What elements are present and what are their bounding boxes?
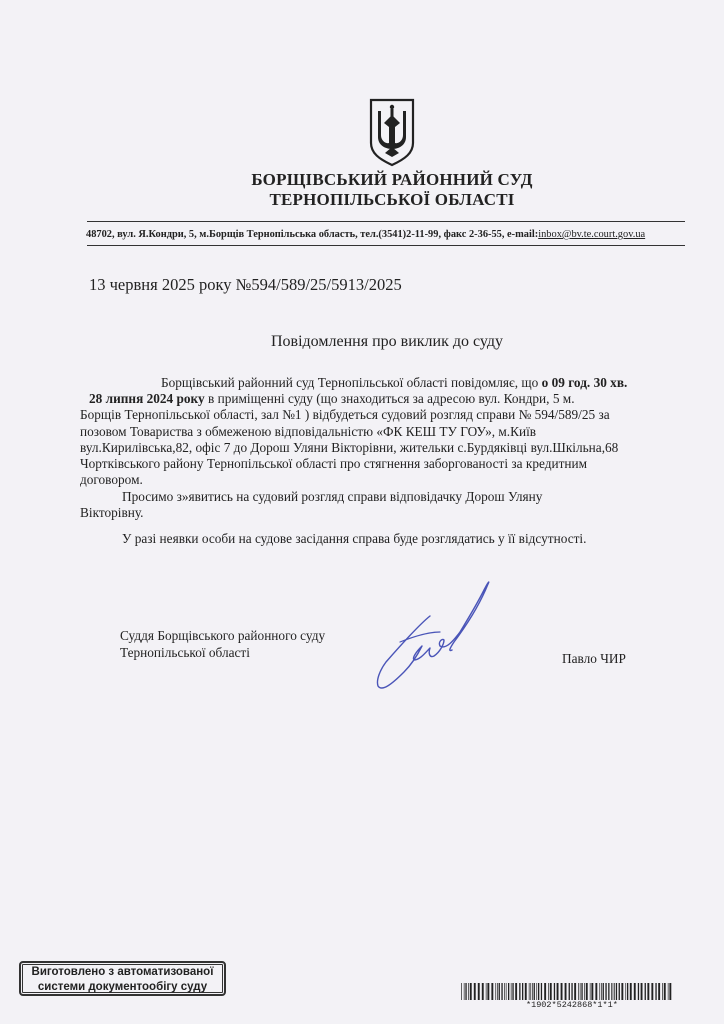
barcode-bar <box>595 983 597 1000</box>
barcode-bar <box>486 983 487 1000</box>
barcode-bar <box>578 983 579 1000</box>
body-line: договором. <box>80 472 143 487</box>
barcode-bar <box>548 983 549 1000</box>
body-line: Вікторівну. <box>80 505 144 520</box>
body-line: Борщів Тернопільської області, зал №1 ) відбудеться судовий розгляд справи № 594/589/25 за <box>80 407 610 422</box>
barcode-bar <box>522 983 523 1000</box>
barcode-bar <box>487 983 489 1000</box>
document-title: Повідомлення про виклик до суду <box>270 333 504 350</box>
barcode-bar <box>541 983 542 1000</box>
barcode-bar <box>512 983 513 1000</box>
barcode-bar <box>561 983 563 1000</box>
header-divider-bottom <box>87 245 685 246</box>
barcode-bar <box>550 983 552 1000</box>
barcode-bar <box>499 983 500 1000</box>
barcode-bar <box>590 983 591 1000</box>
barcode-bar <box>608 983 609 1000</box>
barcode-bar <box>468 983 469 1000</box>
barcode-bar <box>565 983 567 1000</box>
hearing-date: 28 липня 2024 року <box>89 391 205 406</box>
body-text: в приміщенні суду (що знаходиться за адресою вул. Кондри, 5 м. <box>204 391 575 406</box>
barcode-bar <box>504 983 505 1000</box>
barcode-bar <box>584 983 585 1000</box>
body-line: позовом Товариства з обмеженою відповідальністю «ФК КЕШ ТУ ГОУ», м.Київ <box>80 424 537 439</box>
header-divider <box>87 221 685 222</box>
barcode-bar <box>668 983 669 1000</box>
barcode-bar <box>497 983 498 1000</box>
court-address-text: 48702, вул. Я.Кондри, 5, м.Борщів Тернопільська область, тел.(3541)2-11-99, факс 2-36-55, e-mail: <box>86 229 539 240</box>
body-line: Просимо з»явитись на судовий розгляд справи відповідачку Дорош Уляну <box>122 489 543 504</box>
document-system-stamp <box>19 961 226 996</box>
barcode-bar <box>506 983 507 1000</box>
judge-name: Павло ЧИР <box>562 651 626 666</box>
barcode-bar <box>529 983 530 1000</box>
barcode-bar <box>614 983 615 1000</box>
barcode-bar <box>611 983 612 1000</box>
barcode-bar <box>619 983 620 1000</box>
barcode-bar <box>630 983 632 1000</box>
court-name-line-1: БОРЩІВСЬКИЙ РАЙОННИЙ СУД <box>251 170 533 189</box>
barcode <box>461 983 674 1000</box>
barcode-bar <box>554 983 555 1000</box>
hearing-time: о 09 год. 30 хв. <box>541 375 628 390</box>
ukraine-coat-of-arms-icon <box>367 97 417 167</box>
barcode-bar <box>470 983 472 1000</box>
judge-position-line-1: Суддя Борщівського районного суду <box>120 628 326 643</box>
barcode-bar <box>574 983 576 1000</box>
barcode-bar <box>536 983 537 1000</box>
barcode-bar <box>586 983 588 1000</box>
barcode-bar <box>627 983 628 1000</box>
court-email: inbox@bv.te.court.gov.ua <box>538 229 646 240</box>
judge-position-line-2: Тернопільської області <box>120 645 250 660</box>
barcode-bar <box>544 983 546 1000</box>
barcode-bar <box>616 983 617 1000</box>
barcode-bar <box>658 983 660 1000</box>
barcode-bar <box>641 983 643 1000</box>
barcode-bar <box>557 983 559 1000</box>
barcode-bar <box>655 983 656 1000</box>
barcode-bar <box>601 983 602 1000</box>
barcode-bar <box>569 983 570 1000</box>
date-and-number: 13 червня 2025 року №594/589/25/5913/2025 <box>89 275 402 294</box>
barcode-bar <box>647 983 649 1000</box>
body-line: У разі неявки особи на судове засідання справа буде розглядатись у її відсутності. <box>122 531 587 546</box>
barcode-bar <box>482 983 484 1000</box>
barcode-bar <box>461 983 462 1000</box>
barcode-bar <box>662 983 663 1000</box>
barcode-bar <box>621 983 623 1000</box>
barcode-bar <box>638 983 639 1000</box>
barcode-bar <box>508 983 509 1000</box>
barcode-bar <box>491 983 493 1000</box>
barcode-bar <box>571 983 572 1000</box>
barcode-bar <box>465 983 466 1000</box>
barcode-bar <box>532 983 533 1000</box>
barcode-bar <box>599 983 600 1000</box>
barcode-bar <box>645 983 646 1000</box>
barcode-bar <box>478 983 480 1000</box>
court-address <box>86 229 645 240</box>
barcode-bar <box>538 983 539 1000</box>
barcode-bar <box>464 983 465 1000</box>
body-text: Борщівський районний суд Тернопільської області повідомляє, що <box>161 375 542 390</box>
barcode-bar <box>534 983 535 1000</box>
barcode-bar <box>515 983 517 1000</box>
barcode-bar <box>511 983 512 1000</box>
body-line <box>89 391 575 407</box>
barcode-bar <box>625 983 626 1000</box>
court-name-line-2: ТЕРНОПІЛЬСЬКОЇ ОБЛАСТІ <box>269 190 515 209</box>
barcode-bar <box>591 983 593 1000</box>
body-line <box>161 375 627 391</box>
barcode-bar <box>474 983 476 1000</box>
body-line: вул.Кирилівська,82, офіс 7 до Дорош Уляни Вікторівни, жительки с.Бурдяківці вул.Шкільна,68 <box>80 440 619 455</box>
barcode-bar <box>525 983 527 1000</box>
barcode-bar <box>634 983 636 1000</box>
barcode-bar <box>580 983 581 1000</box>
barcode-bar <box>664 983 666 1000</box>
stamp-line-1: Виготовлено з автоматизованої <box>31 966 214 978</box>
barcode-number: *1902*5242868*1*1* <box>526 1000 618 1010</box>
barcode-bar <box>651 983 653 1000</box>
stamp-line-2: системи документообігу суду <box>37 981 208 993</box>
barcode-bar <box>581 983 582 1000</box>
barcode-bar <box>613 983 614 1000</box>
barcode-bar <box>603 983 604 1000</box>
body-line: Чортківського району Тернопільської області про стягнення заборгованості за кредитним <box>80 456 588 471</box>
barcode-bar <box>669 983 671 1000</box>
barcode-bar <box>519 983 520 1000</box>
handwritten-signature <box>370 576 500 698</box>
barcode-bar <box>501 983 502 1000</box>
barcode-bar <box>495 983 496 1000</box>
barcode-bar <box>605 983 606 1000</box>
barcode-bar <box>530 983 531 1000</box>
